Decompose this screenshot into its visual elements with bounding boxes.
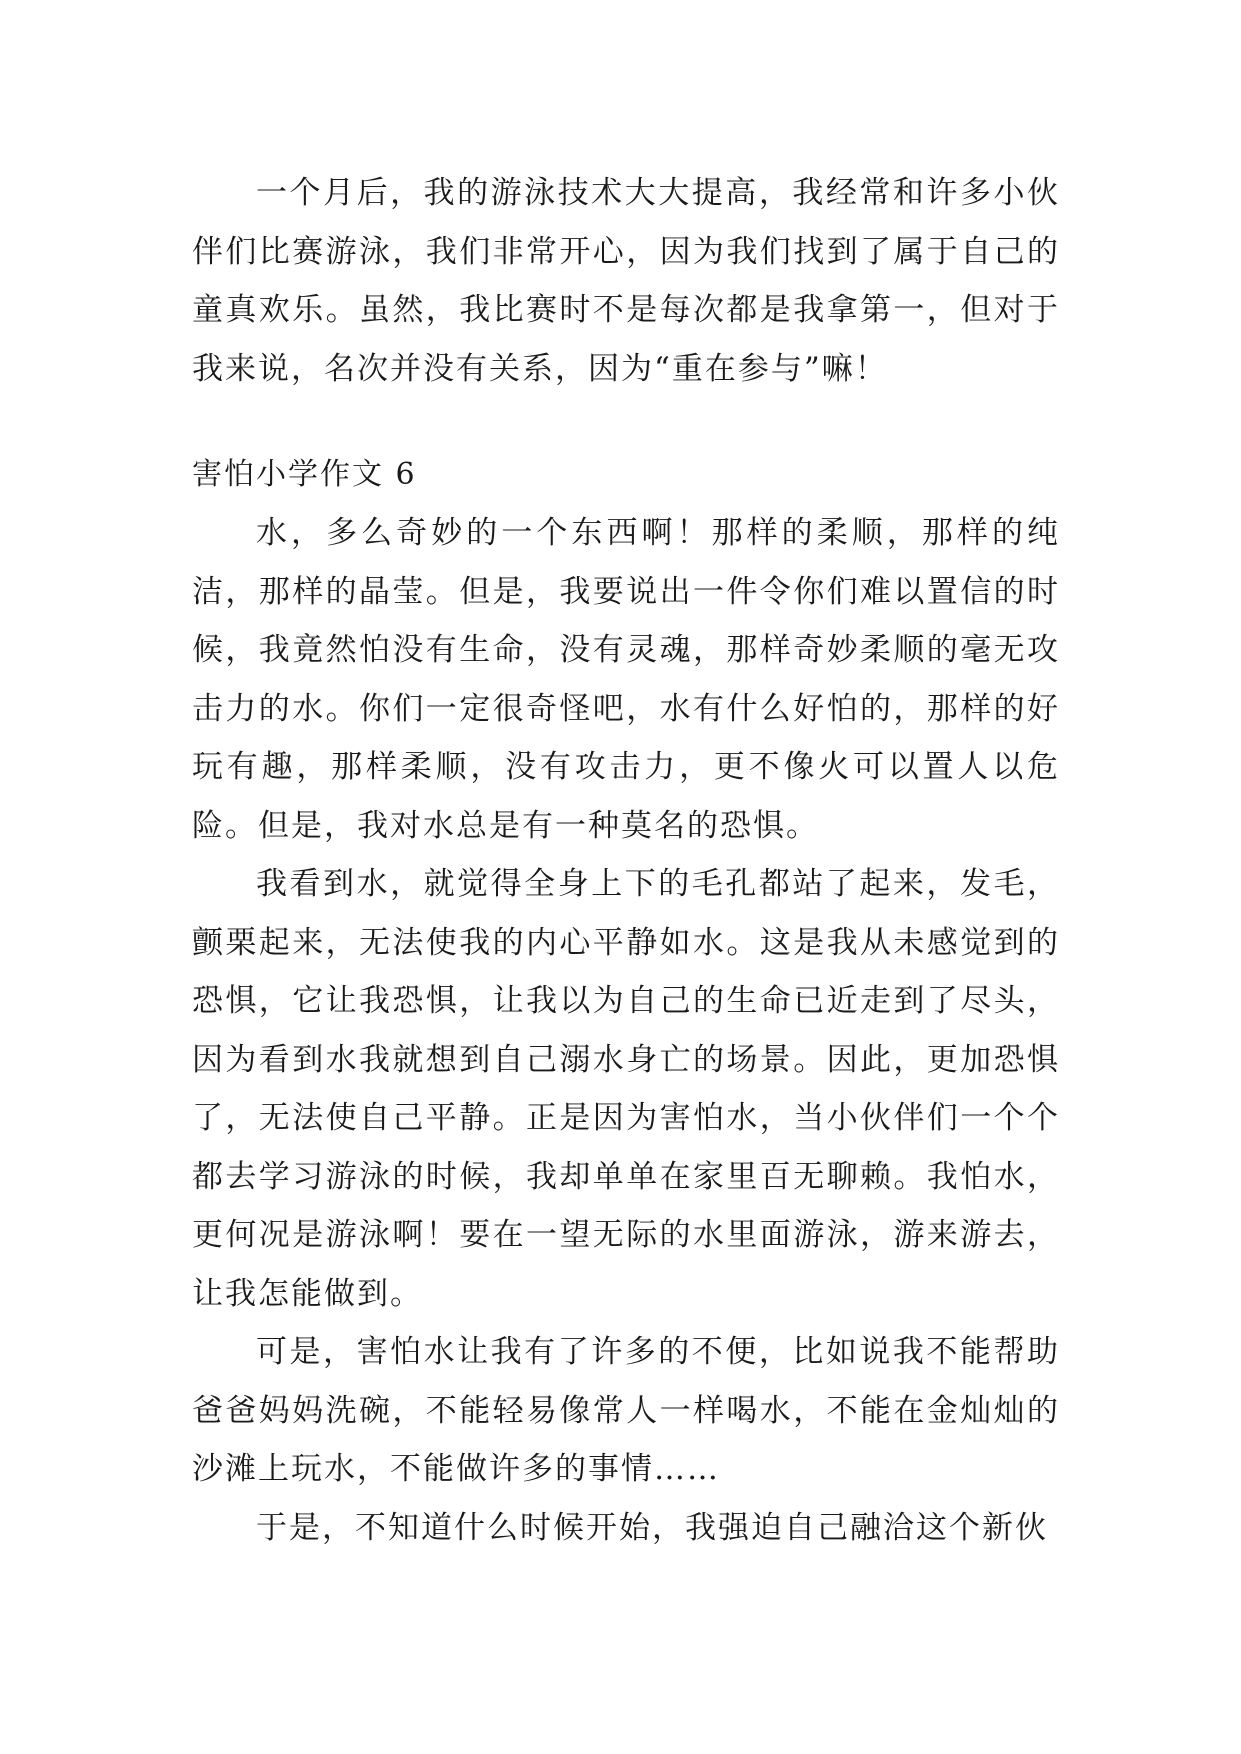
body-paragraph-1: 水，多么奇妙的一个东西啊！那样的柔顺，那样的纯洁，那样的晶莹。但是，我要说出一件令你们难以置信的时候，我竟然怕没有生命，没有灵魂，那样奇妙柔顺的毫无攻击力的水。你们一定很奇怪吧，水有什么好怕的，那样的好玩有趣，那样柔顺，没有攻击力，更不像火可以置人以危险。但是，我对水总是有一种莫名的恐惧。 (192, 515, 1060, 844)
body-paragraph-3: 可是，害怕水让我有了许多的不便，比如说我不能帮助爸爸妈妈洗碗，不能轻易像常人一样喝水，不能在金灿灿的沙滩上玩水，不能做许多的事情…… (192, 1334, 1060, 1487)
section-title: 害怕小学作文 6 (192, 457, 417, 492)
document-body (192, 164, 1060, 1557)
body-paragraph-4: 于是，不知道什么时候开始，我强迫自己融洽这个新伙 (256, 1509, 1048, 1546)
intro-paragraph: 一个月后，我的游泳技术大大提高，我经常和许多小伙伴们比赛游泳，我们非常开心，因为我们找到了属于自己的童真欢乐。虽然，我比赛时不是每次都是我拿第一，但对于我来说，名次并没有关系，因为“重在参与”嘛！ (192, 175, 1060, 387)
body-paragraph-2: 我看到水，就觉得全身上下的毛孔都站了起来，发毛，颤栗起来，无法使我的内心平静如水。这是我从未感觉到的恐惧，它让我恐惧，让我以为自己的生命已近走到了尽头，因为看到水我就想到自己溺水身亡的场景。因此，更加恐惧了，无法使自己平静。正是因为害怕水，当小伙伴们一个个都去学习游泳的时候，我却单单在家里百无聊赖。我怕水，更何况是游泳啊！要在一望无际的水里面游泳，游来游去，让我怎能做到。 (192, 866, 1060, 1312)
